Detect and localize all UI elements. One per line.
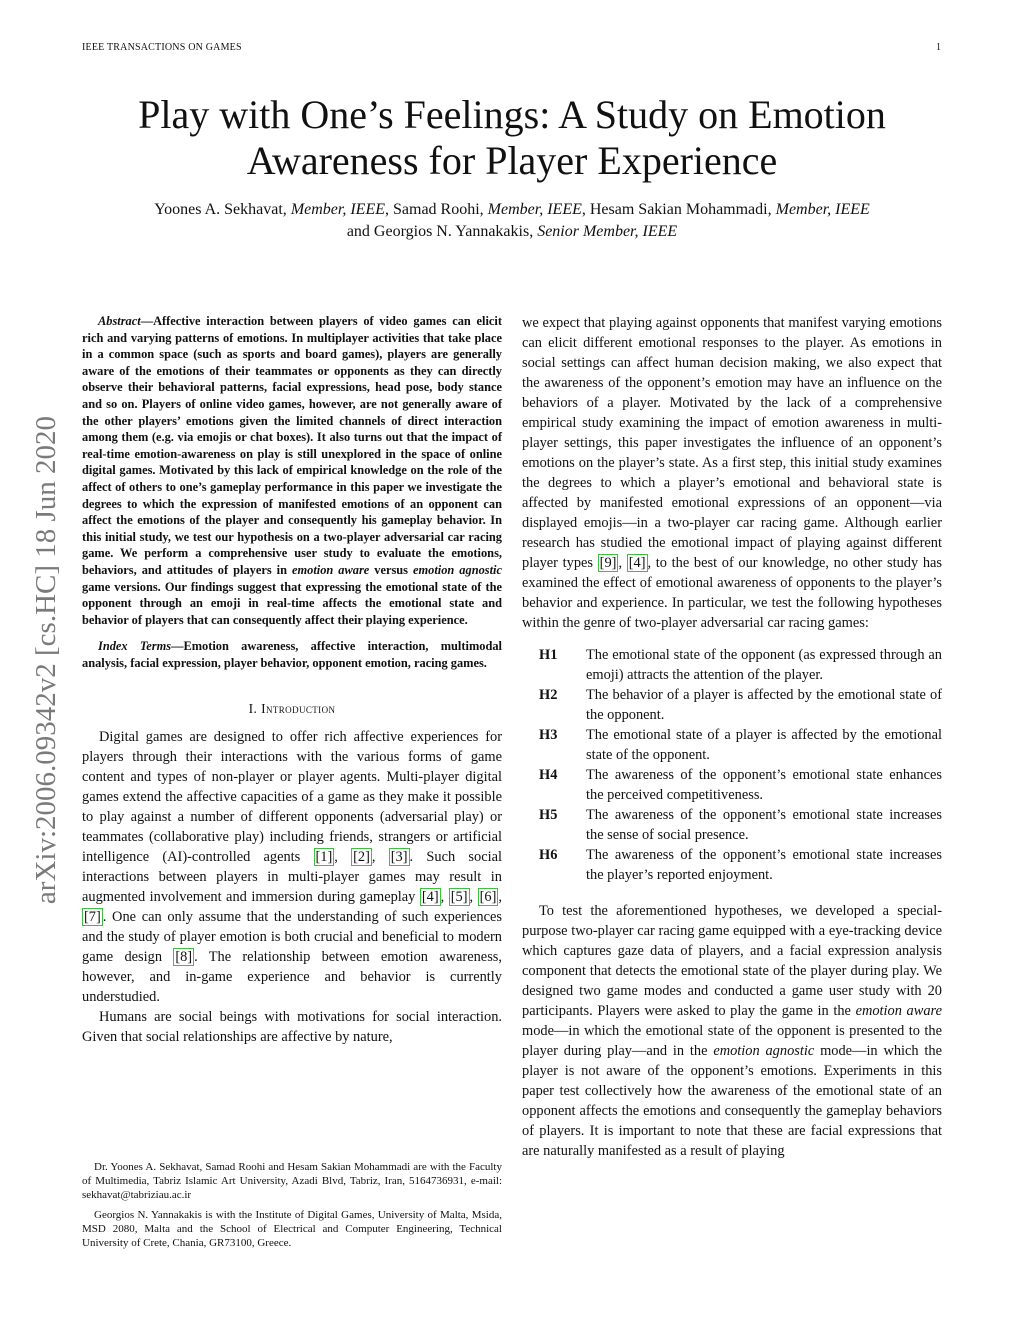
citation-link[interactable]: [7] xyxy=(84,909,101,926)
hypothesis-item xyxy=(522,685,942,725)
citation-link[interactable]: [9] xyxy=(599,555,617,571)
paper-title: Play with One’s Feelings: A Study on Emotion Awareness for Player Experience xyxy=(138,92,886,183)
index-terms-label: Index Terms xyxy=(98,639,172,654)
hypothesis-label: H3 xyxy=(539,727,558,743)
emphasis: emotion aware xyxy=(855,1003,942,1019)
separator: , xyxy=(618,555,627,571)
hypothesis-text: The awareness of the opponent’s emotional state increases the player’s reported enjoyment. xyxy=(586,847,942,883)
abstract xyxy=(82,313,502,628)
author-role: Senior Member, IEEE xyxy=(537,223,678,240)
page-number: 1 xyxy=(936,42,941,53)
separator: , xyxy=(498,889,502,906)
hypothesis-label: H1 xyxy=(539,647,558,663)
author-role: Member, IEEE xyxy=(290,201,385,218)
hypothesis-item xyxy=(522,645,942,685)
abstract-text: —Affective interaction between players of video games can elicit rich and varying patterns of emotions. In multiplayer activities that take place in a common space (such as sports and board games), players are generally aware of the emotions of their teammates or opponents as they can directly observe their behavioral patterns, facial expressions, head pose, body stance and so on. Players of online video games, however, are not generally aware of the other players’ emotions given the limited channels of direct interaction among them (e.g. via emojis or chat boxes). It also turns out that the impact of real-time emotion-awareness on play is still unexplored in the space of online digital games. Motivated by this lack of empirical knowledge on the role of the affect of others to one’s gameplay performance in this paper we investigate the degrees to which the expression of manifested emotions of an opponent can affect the emotions of the player and consequently his gameplay behavior. In this initial study, we test our hypothesis on a two-player adversarial car racing game. We perform a comprehensive user study to evaluate the emotions, behaviors, and attitudes of players in xyxy=(82,314,502,577)
author-name: Yoones A. Sekhavat, xyxy=(154,201,291,218)
paragraph-text: we expect that playing against opponents that manifest varying emotions can elicit different emotional responses to the player. As emotions in social settings can affect human decision making, we also expect that the awareness of the opponent’s emotion may have an influence on the behaviors of a player. Motivated by the lack of a comprehensive empirical study examining the impact of emotion awareness in multi-player settings, this paper investigates the influence of an opponent’s emotions on the player’s state. As a first step, this initial study examines the degrees to which a player’s emotional and behavioral state is affected by manifested emotional expressions of an opponent—via displayed emojis—in a two-player car racing game. Although earlier research has studied the emotional impact of playing against different player types xyxy=(522,315,942,571)
paragraph-text: mode—in which the player is not aware of the opponent’s emotions. Experiments in this paper test collectively how the awareness of the emotional state of an opponent affects the emotions and consequently the gameplay behaviors of players. It is important to note that these are facial expressions that are naturally manifested as a result of playing xyxy=(522,1043,943,1159)
index-terms-text: —Emotion awareness, affective interaction, multimodal analysis, facial expression, player behavior, opponent emotion, racing games. xyxy=(82,639,502,670)
hypothesis-item xyxy=(522,725,942,765)
citation-link[interactable]: [2] xyxy=(353,849,370,866)
hypothesis-text: The behavior of a player is affected by the emotional state of the opponent. xyxy=(586,687,942,723)
citation-link[interactable]: [5] xyxy=(450,889,468,906)
hypothesis-item xyxy=(522,765,942,805)
hypothesis-label: H6 xyxy=(539,847,558,863)
left-column xyxy=(82,313,502,1047)
paragraph-text: . One can only assume that the understanding of such experiences and the study of player emotion is both crucial and beneficial to modern game design xyxy=(82,909,502,966)
citation-link[interactable]: [3] xyxy=(390,849,408,866)
separator: , xyxy=(334,849,352,866)
author-list xyxy=(60,199,964,243)
footnote-affiliation-1: Dr. Yoones A. Sekhavat, Samad Roohi and Hesam Sakian Mohammadi are with the Faculty of Multimedia, Tabriz Islamic Art University, Azadi Blvd, Tabriz, Iran, 5164736931, e-mail: sekhavat@tabriziau.ac.ir xyxy=(82,1161,502,1201)
separator: , xyxy=(440,889,449,906)
section-heading-introduction xyxy=(82,699,502,719)
paragraph-text: , to the best of our knowledge, no other study has examined the effect of emotional awareness of opponents to the player’s behavior and experience. In particular, we test the following hypotheses within the genre of two-player adversarial car racing games: xyxy=(522,555,943,631)
citation-link[interactable]: [4] xyxy=(421,889,439,906)
hypothesis-label: H2 xyxy=(539,687,558,703)
hypothesis-text: The awareness of the opponent’s emotional state enhances the perceived competitiveness. xyxy=(586,767,942,803)
hypothesis-list xyxy=(522,645,942,885)
abstract-text: versus xyxy=(369,562,413,577)
paragraph-text: Digital games are designed to offer rich affective experiences for players through their interactions with the various forms of game content and types of non-player or player agents. Multi-player digital games extend the affective capacities of a game as they make it possible to play against a number of different opponents (adversarial play) or teammates (collaborative play) including friends, strangers or artificial intelligence (AI)-controlled agents xyxy=(82,729,502,866)
section-title: Introduction xyxy=(261,701,336,717)
citation-link[interactable]: [6] xyxy=(479,889,497,906)
paragraph-text: . The relationship between emotion awareness, however, and in-game experience and behavior is currently understudied. xyxy=(82,949,502,1006)
hypothesis-item xyxy=(522,805,942,845)
emphasis: emotion agnostic xyxy=(713,1043,815,1059)
right-column xyxy=(522,313,942,1161)
citation-link[interactable]: [8] xyxy=(175,949,193,966)
hypothesis-text: The emotional state of a player is affected by the emotional state of the opponent. xyxy=(586,727,942,763)
footnote-affiliation-2: Georgios N. Yannakakis is with the Institute of Digital Games, University of Malta, Msida, MSD 2080, Malta and the School of Electrical and Computer Engineering, Technical University of Crete, Chania, GR73100, Greece. xyxy=(82,1209,502,1249)
citation-link[interactable]: [1] xyxy=(315,849,333,866)
abstract-label: Abstract xyxy=(98,314,141,328)
right-paragraph-1 xyxy=(522,313,942,633)
hypothesis-text: The emotional state of the opponent (as expressed through an emoji) attracts the attention of the player. xyxy=(586,647,942,683)
intro-paragraph-2: Humans are social beings with motivations for social interaction. Given that social relationships are affective by nature, xyxy=(82,1009,502,1046)
hypothesis-text: The awareness of the opponent’s emotional state increases the sense of social presence. xyxy=(586,807,942,843)
hypothesis-label: H4 xyxy=(539,767,558,783)
citation-link[interactable]: [4] xyxy=(628,555,646,571)
footnotes xyxy=(82,1160,502,1256)
separator: , xyxy=(469,889,478,906)
intro-paragraph-1 xyxy=(82,727,502,1007)
paragraph-text: To test the aforementioned hypotheses, we developed a special-purpose two-player car racing game equipped with a eye-tracking device which captures gaze data of players, and a facial expression analysis component that detects the emotional state of the player during play. We designed two game modes and conducted a game user study with 20 participants. Players were asked to play the game in the xyxy=(522,903,942,1019)
hypothesis-label: H5 xyxy=(539,807,558,823)
abstract-emphasis: emotion aware xyxy=(292,562,370,577)
index-terms xyxy=(82,638,502,671)
paragraph-text: mode—in which the emotional state of the opponent is presented to the player during play—and in the xyxy=(522,1023,942,1059)
arxiv-stamp[interactable]: arXiv:2006.09342v2 [cs.HC] 18 Jun 2020 xyxy=(30,415,62,905)
paragraph-text: . Such social interactions between players in multi-player games may result in augmented involvement and immersion during gameplay xyxy=(82,849,502,906)
right-paragraph-2 xyxy=(522,901,942,1161)
author-role: Member, IEEE xyxy=(487,201,582,218)
hypothesis-item xyxy=(522,845,942,885)
author-name: and Georgios N. Yannakakis, xyxy=(346,223,538,240)
separator: , xyxy=(371,849,389,866)
running-head: IEEE TRANSACTIONS ON GAMES xyxy=(82,42,242,53)
abstract-emphasis: emotion agnostic xyxy=(413,562,502,577)
author-name: , Hesam Sakian Mohammadi, xyxy=(581,201,776,218)
abstract-text: game versions. Our findings suggest that expressing the emotional state of the opponent through an emoji in real-time affects the emotional state and behavior of players that can consequently affect their playing experience. xyxy=(82,579,502,627)
section-number: I. xyxy=(248,701,262,717)
author-role: Member, IEEE xyxy=(775,201,870,218)
author-name: , Samad Roohi, xyxy=(385,201,488,218)
